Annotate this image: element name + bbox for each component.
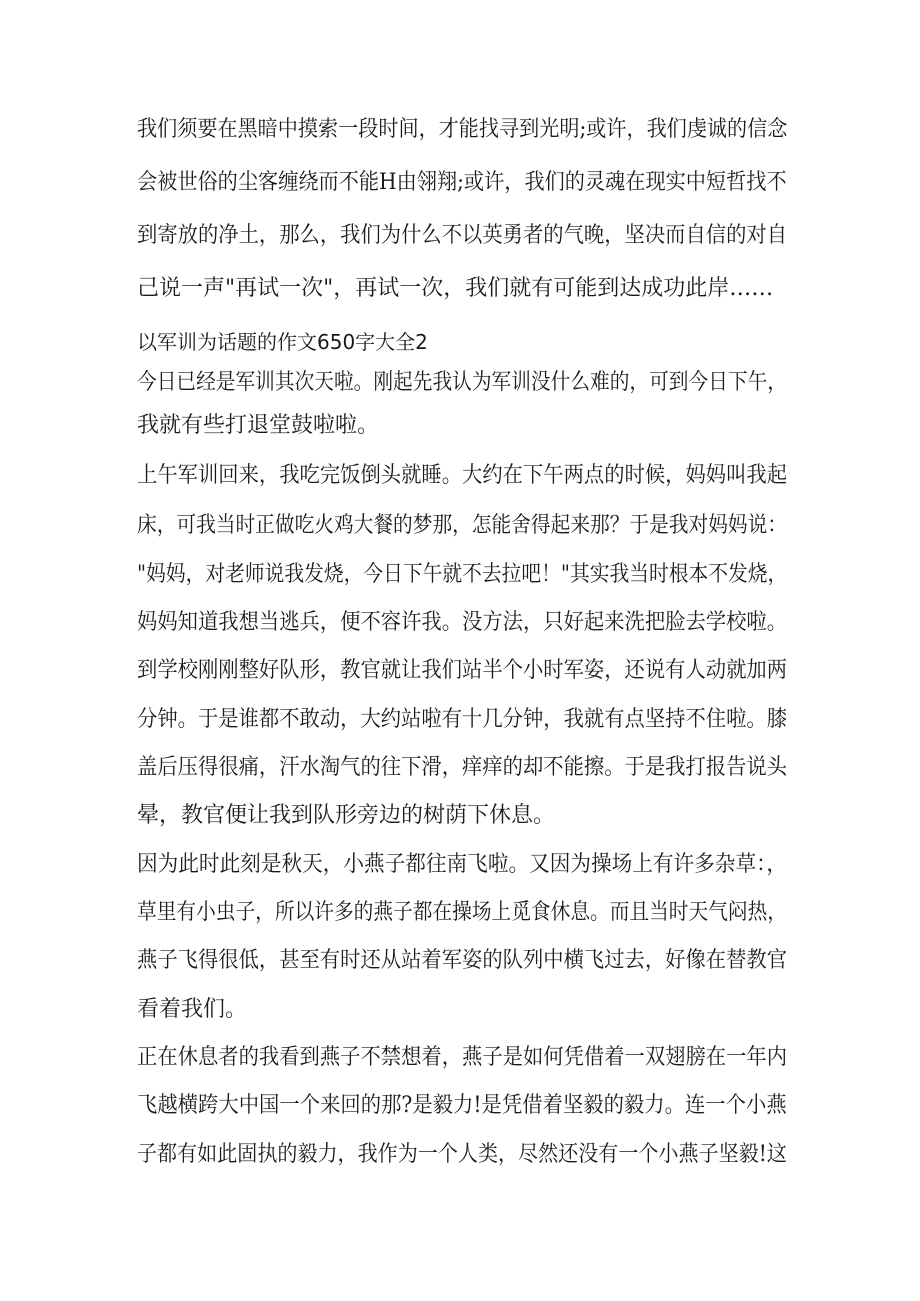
section-heading: 以军训为话题的作文650字大全2 — [137, 330, 428, 354]
paragraph-line: 分钟。于是谁都不敢动，大约站啦有十几分钟，我就有点坚持不住啦。膝 — [137, 707, 788, 732]
paragraph-line: 妈妈知道我想当逃兵，便不容许我。没方法，只好起来洗把脸去学校啦。 — [137, 610, 788, 635]
paragraph-line: 己说一声"再试一次"，再试一次，我们就有可能到达成功此岸…… — [137, 276, 774, 301]
paragraph-line: 床，可我当时正做吃火鸡大餐的梦那，怎能舍得起来那？于是我对妈妈说： — [137, 513, 788, 538]
paragraph-line: 会被世俗的尘客缠绕而不能H由翎翔;或许，我们的灵魂在现实中短哲找不 — [137, 170, 787, 195]
paragraph-line: 盖后压得很痛，汗水淘气的往下滑，痒痒的却不能擦。于是我打报告说头 — [137, 755, 788, 780]
paragraph-line: 今日已经是军训其次天啦。刚起先我认为军训没什么难的，可到今日下午， — [137, 370, 788, 395]
paragraph-line: 上午军训回来，我吃完饭倒头就睡。大约在下午两点的时候，妈妈叫我起 — [137, 463, 788, 488]
paragraph-line: 因为此时此刻是秋天，小燕子都往南飞啦。又因为操场上有许多杂草：， — [137, 852, 788, 877]
paragraph-line: 到学校刚刚整好队形，教官就让我们站半个小时军姿，还说有人动就加两 — [137, 658, 788, 683]
paragraph-line: 草里有小虫子，所以许多的燕子都在操场上觅食休息。而且当时天气闷热， — [137, 900, 788, 925]
paragraph-line: "妈妈，对老师说我发烧，今日下午就不去拉吧！"其实我当时根本不发烧， — [137, 562, 788, 587]
paragraph-line: 飞越横跨大中国一个来回的那?是毅力!是凭借着坚毅的毅力。连一个小燕 — [137, 1093, 787, 1118]
paragraph-line: 看着我们。 — [137, 997, 248, 1022]
paragraph-line: 晕，教官便让我到队形旁边的树荫下休息。 — [137, 803, 556, 828]
paragraph-line: 到寄放的净土，那么，我们为什么不以英勇者的气晚，坚决而自信的对自 — [137, 223, 788, 248]
paragraph-line: 正在休息者的我看到燕子不禁想着，燕子是如何凭借着一双翅膀在一年内 — [137, 1045, 788, 1070]
paragraph-line: 我就有些打退堂鼓啦啦。 — [137, 413, 380, 438]
paragraph-line: 子都有如此固执的毅力，我作为一个人类，尽然还没有一个小燕子坚毅!这 — [137, 1142, 787, 1167]
paragraph-line: 燕子飞得很低，甚至有时还从站着军姿的队列中横飞过去，好像在替教官 — [137, 948, 788, 973]
paragraph-line: 我们须要在黑暗中摸索一段时间，才能找寻到光明;或许，我们虔诚的信念 — [137, 117, 788, 142]
